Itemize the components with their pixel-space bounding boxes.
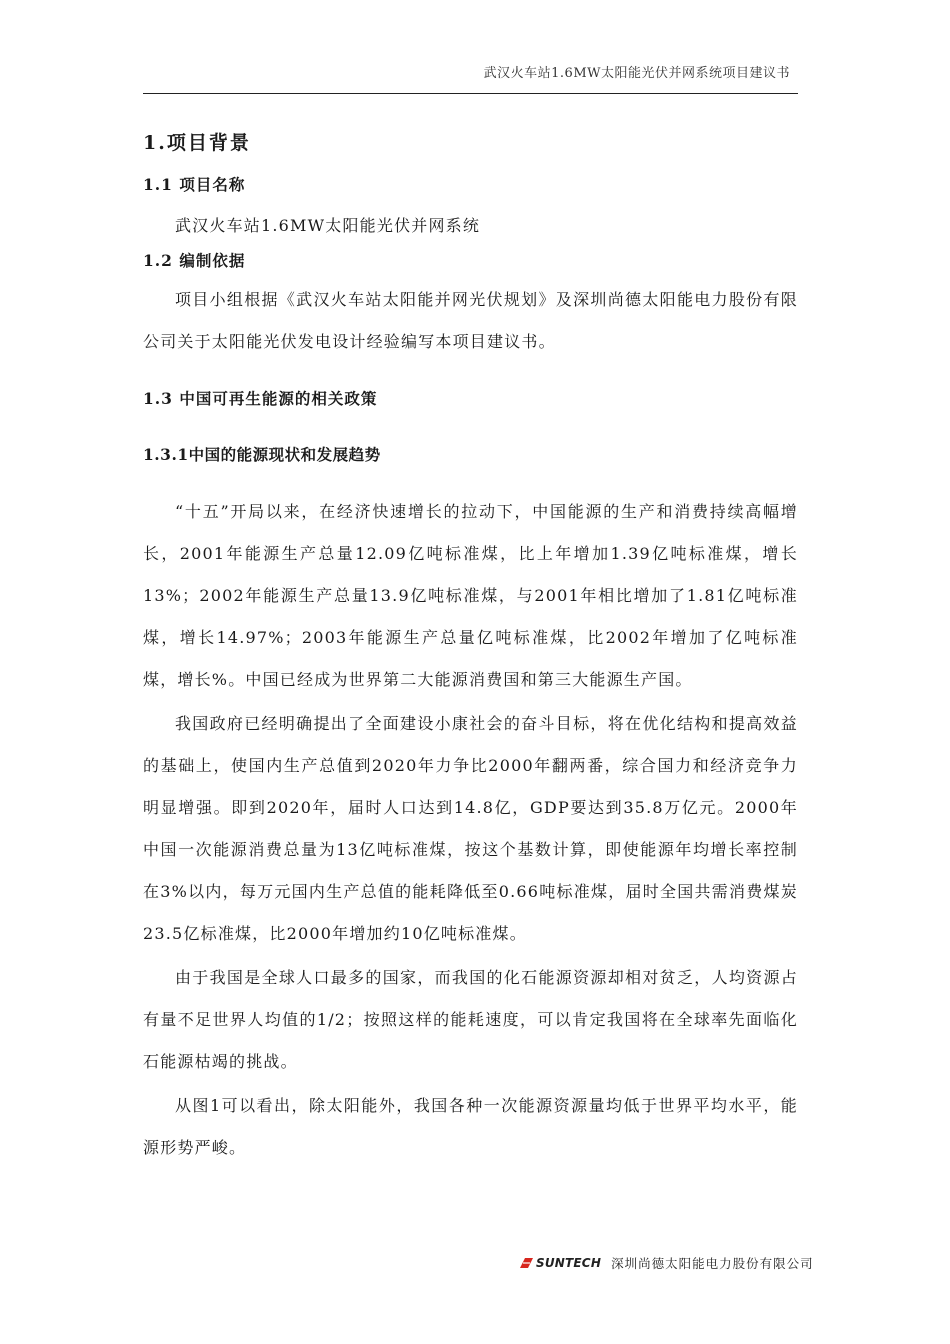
header-divider [143, 93, 798, 94]
suntech-logo [518, 1256, 601, 1270]
suntech-logo-icon [518, 1257, 534, 1269]
paragraph-figure-reference: 从图1可以看出，除太阳能外，我国各种一次能源资源量均低于世界平均水平，能源形势严峻。 [143, 1096, 798, 1157]
paragraph-energy-production: “十五”开局以来，在经济快速增长的拉动下，中国能源的生产和消费持续高幅增长，2001年能源生产总量12.09亿吨标准煤，比上年增加1.39亿吨标准煤，增长13%；2002年能源生产总量13.9亿吨标准煤，与2001年相比增加了1.81亿吨标准煤，增长14.97%；2003年能源生产总量亿吨标准煤，比2002年增加了亿吨标准煤，增长%。中国已经成为世界第二大能源消费国和第三大能源生产国。 [143, 502, 798, 689]
section-heading-1-1: 1.1 项目名称 [143, 175, 246, 194]
suntech-logo-text: SUNTECH [536, 1256, 602, 1270]
paragraph-government-goals: 我国政府已经明确提出了全面建设小康社会的奋斗目标，将在优化结构和提高效益的基础上，使国内生产总值到2020年力争比2000年翻两番，综合国力和经济竞争力明显增强。即到2020年，届时人口达到14.8亿，GDP要达到35.8万亿元。2000年中国一次能源消费总量为13亿吨标准煤，按这个基数计算，即使能源年均增长率控制在3%以内，每万元国内生产总值的能耗降低至0.66吨标准煤，届时全国共需消费煤炭23.5亿标准煤，比2000年增加约10亿吨标准煤。 [143, 714, 798, 943]
document-header-title: 武汉火车站1.6MW太阳能光伏并网系统项目建议书 [483, 66, 790, 81]
section-heading-1-3: 1.3 中国可再生能源的相关政策 [143, 389, 378, 408]
compilation-basis-paragraph: 项目小组根据《武汉火车站太阳能并网光伏规划》及深圳尚德太阳能电力股份有限公司关于太阳能光伏发电设计经验编写本项目建议书。 [143, 290, 798, 351]
section-heading-1-3-1: 1.3.1中国的能源现状和发展趋势 [143, 445, 381, 464]
footer-company-name: 深圳尚德太阳能电力股份有限公司 [611, 1256, 814, 1271]
section-heading-1-2: 1.2 编制依据 [143, 251, 246, 270]
document-body [143, 128, 798, 1169]
page-footer [518, 1254, 814, 1272]
project-name-text: 武汉火车站1.6MW太阳能光伏并网系统 [175, 216, 481, 235]
paragraph-resource-scarcity: 由于我国是全球人口最多的国家，而我国的化石能源资源却相对贫乏，人均资源占有量不足世界人均值的1/2；按照这样的能耗速度，可以肯定我国将在全球率先面临化石能源枯竭的挑战。 [143, 968, 798, 1071]
section-heading-1: 1.项目背景 [143, 132, 251, 154]
